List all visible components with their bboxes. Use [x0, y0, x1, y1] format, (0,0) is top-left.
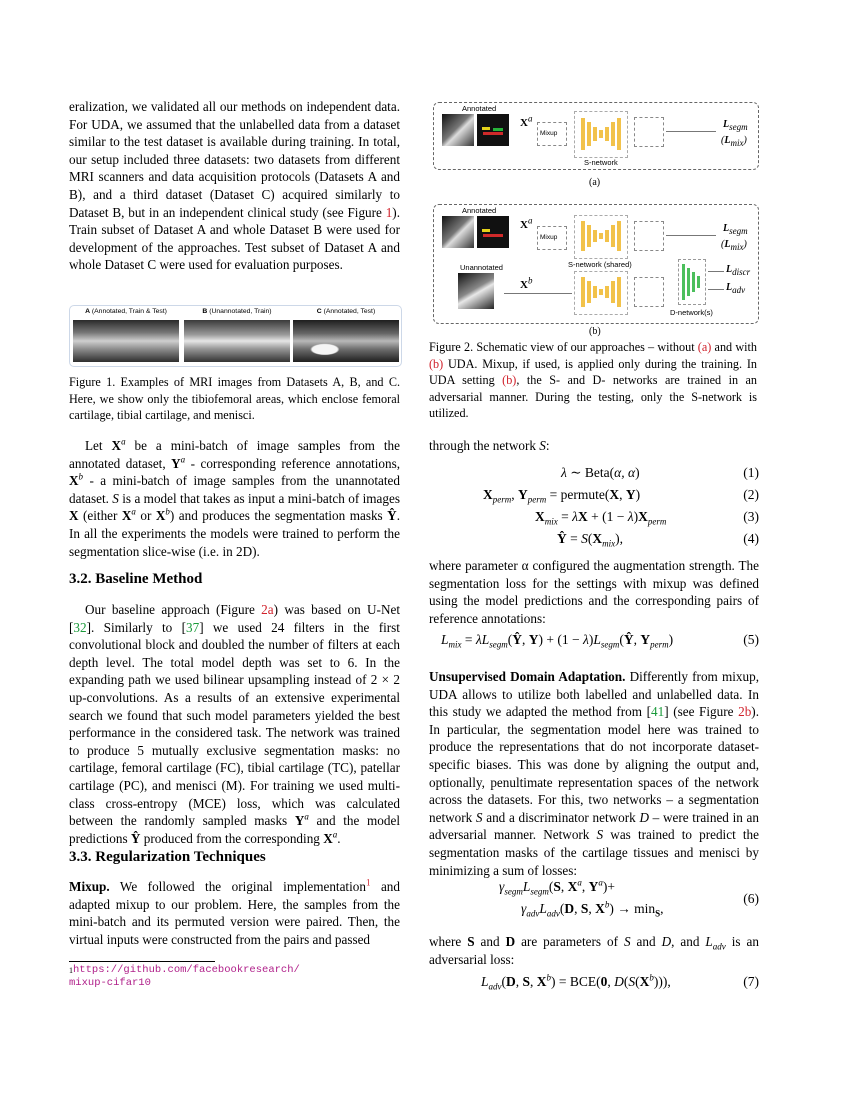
fig2b-mri-image-b — [458, 273, 494, 309]
fig2b-loss-segm: $L_{segm}$ — [723, 223, 748, 236]
mixup-paragraph: Mixup. We followed the original implementation$^1$ and adapted mixup to our problem. Here, the samples from the mini-batch and its permuted version were paired. Then, the virtual inputs were constructed from the pairs and passed — [69, 877, 400, 947]
fig2b-unannotated-label: Unannotated — [460, 263, 503, 272]
fig2b-loss-discr: $L_{discr}$ — [726, 264, 751, 277]
fig2b-dnet-box — [678, 259, 706, 305]
mri-image-c — [293, 320, 399, 362]
fig2a-annotated-label: Annotated — [462, 104, 497, 113]
figure-1-caption: Figure 1. Examples of MRI images from Datasets A, B, and C. Here, we show only the tibiofemoral areas, which enclose femoral cartilage, tibial cartilage, and menisci. — [69, 375, 400, 422]
fig2b-sublabel: (b) — [589, 326, 601, 337]
mri-image-a — [73, 320, 179, 362]
fig2a-loss-segm: $L_{segm}$ — [723, 119, 748, 132]
fig2a-xa-label: $X^a$ — [520, 113, 533, 129]
equation-7: $L_{adv}(D$, S, $X^b) = BCE(0$, $D(S(X^b))$), (7) — [481, 972, 759, 992]
notation-paragraph: Let $X^a$ be a mini-batch of image samples from the annotated dataset, $Y^a$ - corresponding reference annotations, $X^b$ - a mini-batch of image samples from the unannotated dataset. S is a model that takes as input a mini-batch of images X (either $X^a$ or $X^b$) and produces the segmentation masks Ŷ. In all the experiments the models were trained to perform the segmentation slice-wise (i.e. in 2D). — [69, 436, 400, 559]
figure-1 — [69, 305, 402, 367]
fig2b-output-top — [634, 221, 664, 251]
fig2b-loss-mix: $(L_{mix})$ — [721, 239, 747, 252]
fig2a-output-box — [634, 117, 664, 147]
footnote-1-mark[interactable]: 1 — [365, 877, 371, 888]
through-network-line: through the network S: — [429, 438, 550, 453]
where-params-line: where S and D are parameters of S and D, and $L_{adv}$ is an adversarial loss: — [429, 934, 759, 967]
fig2b-mask-image — [477, 216, 509, 248]
fig1-panel-a-label: A (Annotated, Train & Test) — [85, 308, 167, 315]
fig2b-snet-top — [574, 215, 628, 259]
fig2b-dnet-label: D-network(s) — [670, 308, 713, 317]
fig1-panel-c-label: C (Annotated, Test) — [316, 308, 376, 315]
fig1-panel-a — [73, 308, 179, 363]
footnote-1: $^1$https://github.com/facebookresearch/ mixup-cifar10 — [69, 964, 300, 989]
figure-2-caption: Figure 2. Schematic view of our approaches – without (a) and with (b) UDA. Mixup, if used, is applied only during the training. In UDA setting (b), the S- and D- networks are trained in an adversarial manner. During the testing, only the S-network is utilized. — [429, 340, 758, 420]
section-3-2-title: 3.2. Baseline Method — [69, 571, 203, 587]
uda-heading: Unsupervised Domain Adaptation. — [429, 669, 626, 684]
section-3-3-title: 3.3. Regularization Techniques — [69, 849, 266, 865]
equation-6: $\gamma_{segm}L_{segm}(S$, $X^a$, $Y^a)+$ $\gamma_{adv}L_{adv}(D$, S, $X^b) \to \min_S$, (6) — [499, 877, 759, 919]
fig2b-unet-bottom-icon — [575, 272, 627, 314]
equation-2: $X_{perm}$, $Y_{perm}$ = permute(X, Y) (2) — [483, 487, 759, 505]
intro-text-end: ). Train subset of Dataset A and whole Dataset B were used for development of the approaches. Test subset of Dataset A and whole Dataset C were used for evaluation purposes. — [69, 204, 400, 273]
fig2-caption-ref-a[interactable]: (a) — [697, 340, 712, 354]
fig1-panel-b — [184, 308, 290, 363]
fig2a-ref-link[interactable]: 2a — [261, 602, 274, 617]
fig2b-xb-label: $X^b$ — [520, 275, 533, 291]
fig2b-arrow-bottom-in — [504, 293, 572, 294]
alpha-paragraph: where parameter α configured the augmentation strength. The segmentation loss for the settings with mixup was defined using the model predictions and the corresponding pairs of reference annotations: — [429, 558, 759, 626]
fig2b-ref-link[interactable]: 2b — [738, 704, 752, 720]
uda-paragraph: Unsupervised Domain Adaptation. Differently from mixup, UDA allows to utilize both labelled and unlabelled data. In this study we adapted the method from [41] (see Figure 2b). In particular, the segmentation model here was trained to produce the representations that do not incorporate dataset-specific biases. This was done by aligning the output and, optionally, penultimate representation spaces of the network across the datasets. For this, two networks – a segmentation network S and a discriminator network D – were trained in an adversarial manner. Network S was trained to predict the segmentation masks of the cartilage tissues and menisci by minimizing a sum of losses: — [429, 669, 759, 878]
fig2a-loss-mix: $(L_{mix})$ — [721, 135, 747, 148]
fig2b-dnet-icon — [679, 260, 705, 304]
fig2b-loss-adv: $L_{adv}$ — [726, 282, 746, 295]
intro-paragraph — [69, 98, 400, 274]
fig2a-arrow — [666, 131, 716, 132]
fig2b-snet-label: S-network (shared) — [568, 260, 632, 269]
fig2a-mri-image — [442, 114, 474, 146]
mri-image-b — [184, 320, 290, 362]
equation-1: λ ∼ Beta(α, α) (1) — [561, 465, 759, 480]
equation-3: $X_{mix} = \lambda X + (1 - \lambda)X_{perm}$ (3) — [535, 509, 759, 527]
cite-37-link[interactable]: 37 — [186, 619, 200, 635]
cite-32-link[interactable]: 32 — [73, 619, 87, 635]
baseline-paragraph: Our baseline approach (Figure 2a) was based on U-Net [32]. Similarly to [37] we used 24 filters in the first convolutional block and doubled the number of filters at each depth level. The total model depth was set to 6. In the expanding path we used bilinear upsampling instead of 2 × 2 up-convolutions. As a results of an extensive experimental search we found that such model parameters yielded the best performance in the considered task. The network was trained to produce 5 mutually exclusive segmentation masks: no cartilage, femoral cartilage (FC), tibial cartilage (TC), patellar cartilage (PC), and menisci (M). For training we used multi-class cross-entropy (MCE) loss, which was calculated between the randomly sampled masks $Y^a$ and the model predictions Ŷ produced from the corresponding $X^a$. — [69, 602, 400, 846]
fig1-panel-b-label: B (Unannotated, Train) — [202, 308, 272, 315]
fig2a-sublabel: (a) — [589, 177, 601, 188]
mixup-heading: Mixup. — [69, 879, 110, 894]
cite-41-link[interactable]: 41 — [651, 704, 665, 720]
fig2-caption-ref-b2[interactable]: (b) — [502, 373, 517, 387]
footnote-url-link[interactable]: https://github.com/facebookresearch/ mixup-cifar10 — [69, 964, 300, 989]
fig2b-arrow-adv — [708, 289, 724, 290]
fig2a-snet-box — [574, 111, 628, 158]
fig2b-output-bottom — [634, 277, 664, 307]
equation-5: $L_{mix}$ = $\lambda L_{segm}(Ŷ$, $Y) + (1 - \lambda)L_{segm}(Ŷ$, $Y_{perm}$) (5) — [441, 632, 759, 650]
fig2b-arrow-top — [666, 235, 716, 236]
fig2a-mixup-box: Mixup — [537, 122, 567, 146]
equation-4: Ŷ = $S(X_{mix})$, (4) — [557, 531, 759, 549]
fig1-panel-c — [293, 308, 399, 363]
fig2-caption-ref-b[interactable]: (b) — [429, 356, 444, 371]
fig2b-unet-top-icon — [575, 216, 627, 258]
figure-2a — [433, 102, 759, 170]
fig2a-mask-image — [477, 114, 509, 146]
equations-1-4 — [429, 464, 759, 552]
fig2a-snet-label: S-network — [584, 158, 618, 167]
fig2b-mixup-box: Mixup — [537, 226, 567, 250]
fig2a-unet-icon — [575, 112, 627, 157]
fig2b-mri-image-a — [442, 216, 474, 248]
intro-text: eralization, we validated all our methods on independent data. For UDA, we assumed that the unlabelled data from a dataset similar to the test dataset is available during training. In total, our setup included three datasets: two datasets from different MRI scanners and data acquisition protocols (Datasets A and B), and a third dataset (Dataset C) acquired similarly to Dataset B, but in an independent clinical study (see Figure — [69, 99, 400, 220]
fig2b-xa-label: $X^a$ — [520, 215, 533, 231]
fig1-ref-link[interactable]: 1 — [385, 204, 393, 220]
footnote-rule — [69, 961, 215, 962]
figure-2b — [433, 204, 759, 324]
fig2b-snet-bottom — [574, 271, 628, 315]
fig2b-arrow-discr — [708, 271, 724, 272]
fig2b-annotated-label: Annotated — [462, 206, 497, 215]
